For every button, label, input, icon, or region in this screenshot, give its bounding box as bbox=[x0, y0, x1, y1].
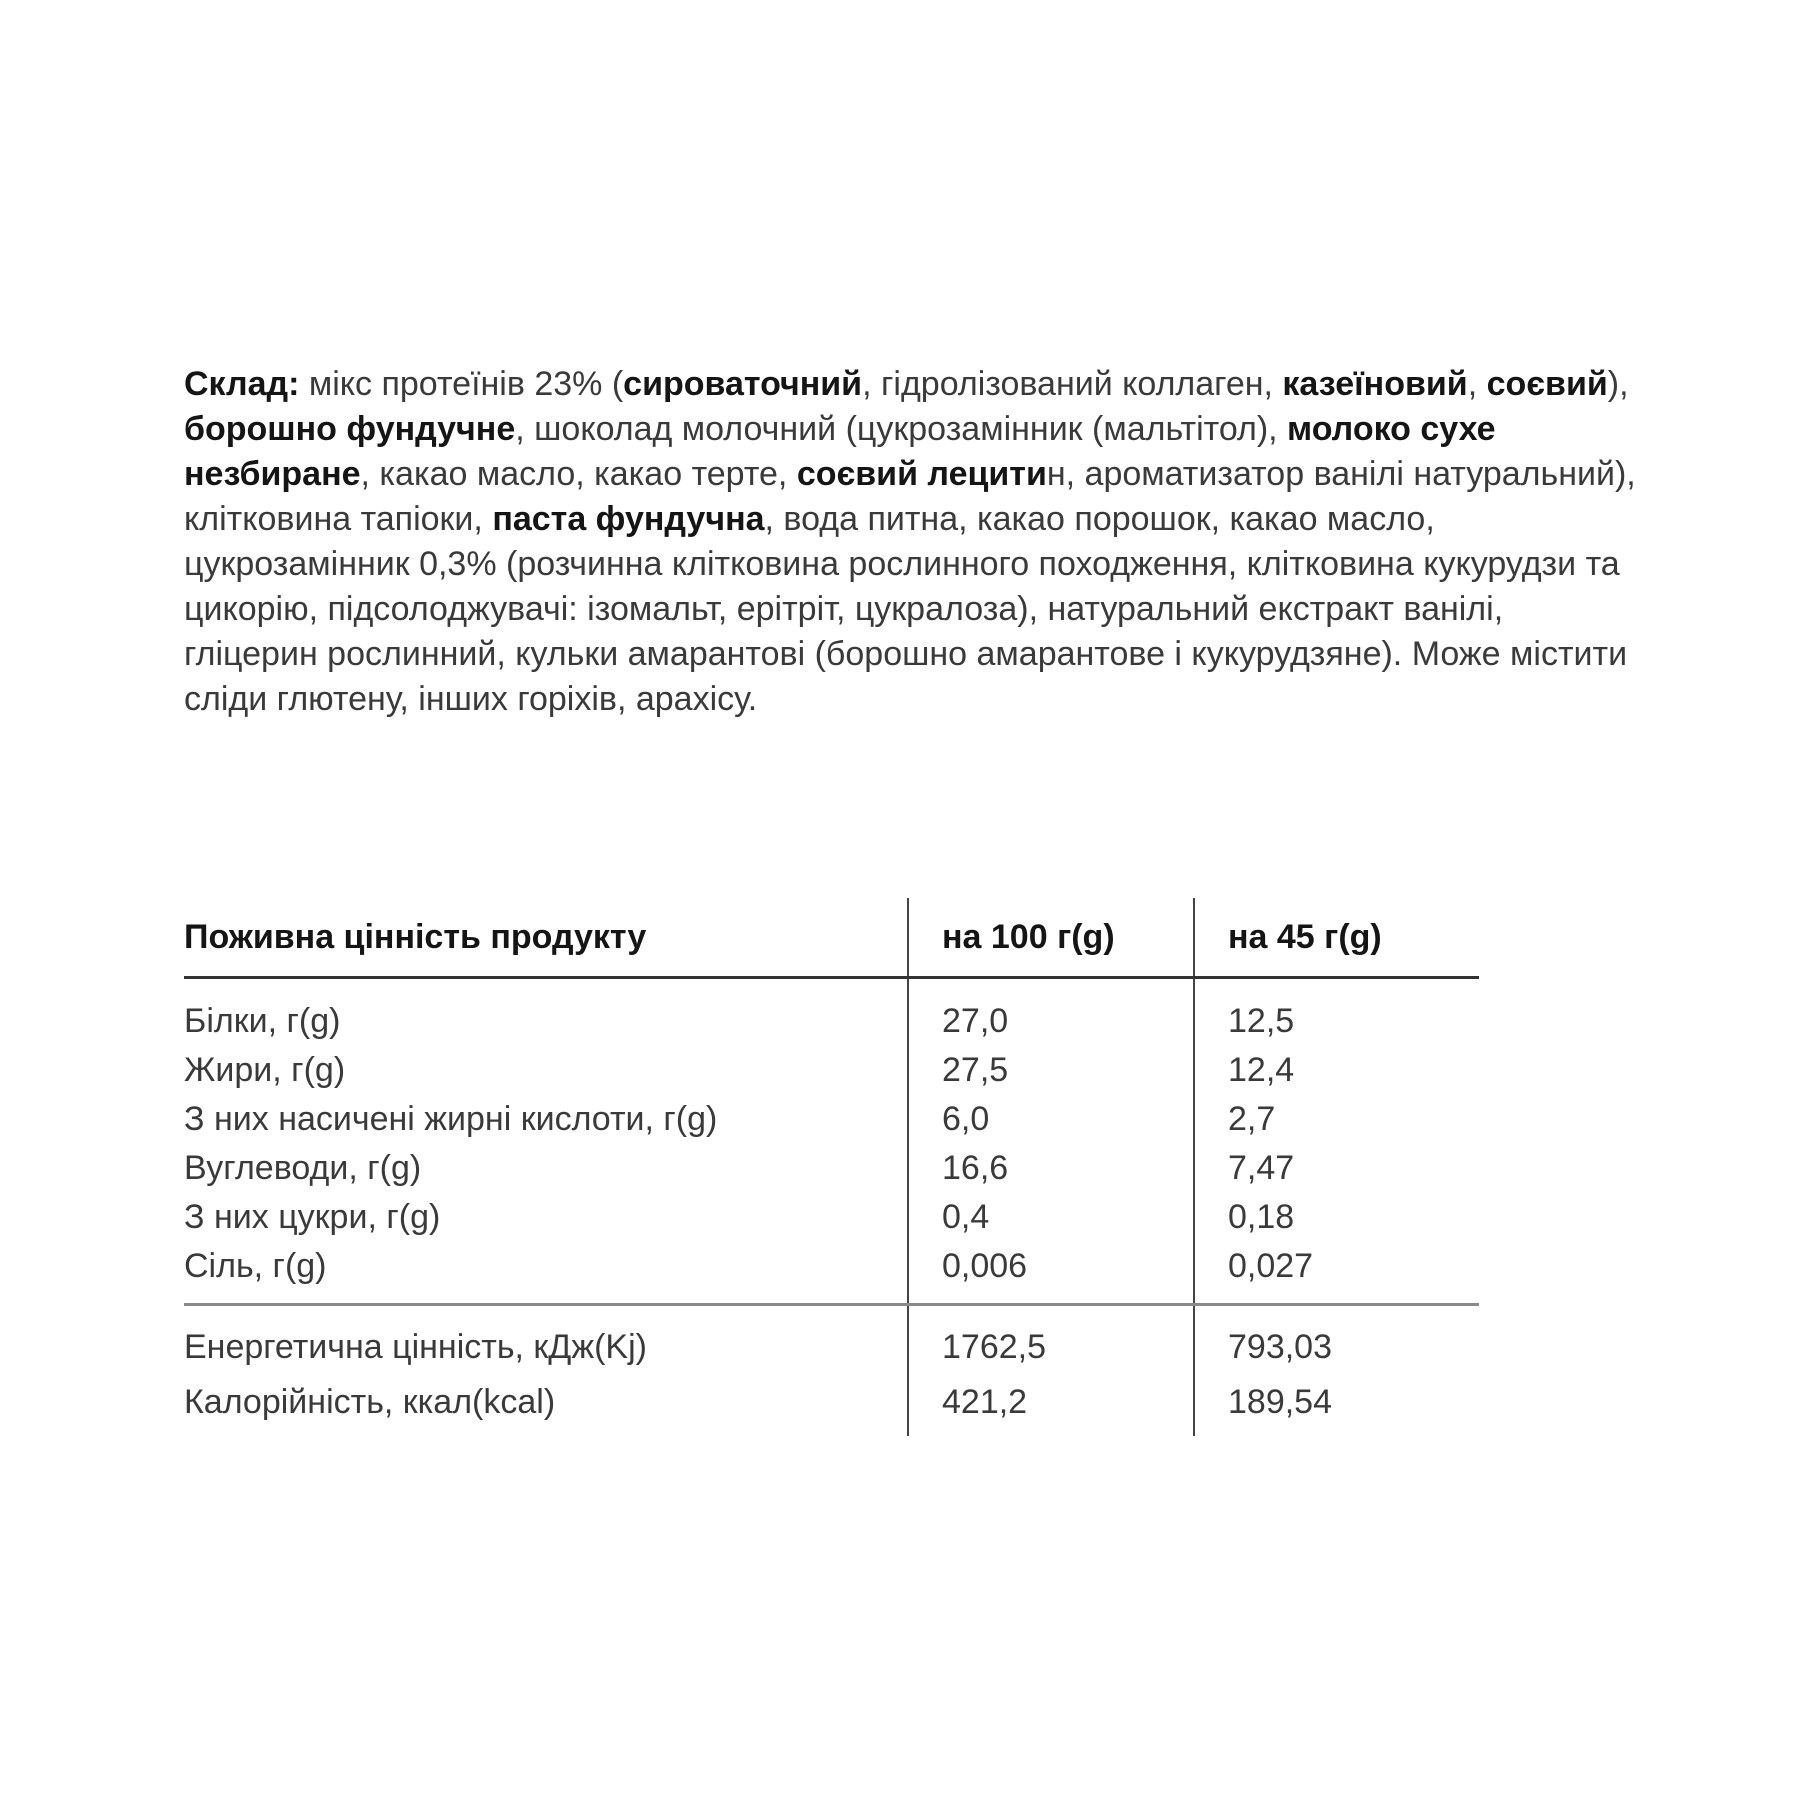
calories-per45: 189,54 bbox=[1194, 1375, 1479, 1436]
nutrient-per100: 27,5 bbox=[908, 1046, 1194, 1095]
ingredients-part: , шоколад молочний (цукрозамінник (мальтітол), bbox=[515, 410, 1288, 448]
energy-per100: 1762,5 bbox=[908, 1305, 1194, 1376]
ingredients-part: молоко сухе незбиране bbox=[184, 410, 1496, 493]
ingredients-part: мікс протеїнів 23% ( bbox=[299, 365, 624, 403]
nutrition-row bbox=[184, 978, 1479, 1047]
nutrition-header-label: Поживна цінність продукту bbox=[184, 917, 647, 956]
nutrition-row bbox=[184, 1144, 1479, 1193]
nutrition-header-per100: на 100 г(g) bbox=[908, 898, 1194, 978]
nutrient-per45: 0,18 bbox=[1194, 1193, 1479, 1242]
ingredients-part: н, ароматизатор ванілі натуральний), клітковина тапіоки, bbox=[184, 455, 1636, 538]
ingredients-part: казеїновий bbox=[1282, 365, 1468, 403]
ingredients-part: паста фундучна bbox=[492, 500, 765, 538]
ingredients-part: соєвий bbox=[1486, 365, 1608, 403]
nutrient-name: Білки, г(g) bbox=[184, 978, 908, 1047]
ingredients-part: борошно фундучне bbox=[184, 410, 516, 448]
calories-per100: 421,2 bbox=[908, 1375, 1194, 1436]
ingredients-part: сироваточний bbox=[623, 365, 863, 403]
ingredients-part: Склад: bbox=[184, 365, 300, 403]
ingredients-text bbox=[184, 362, 1644, 722]
nutrition-table bbox=[184, 898, 1479, 1436]
nutrient-per45: 12,4 bbox=[1194, 1046, 1479, 1095]
nutrition-row bbox=[184, 1193, 1479, 1242]
nutrient-per100: 27,0 bbox=[908, 978, 1194, 1047]
nutrition-header-per45: на 45 г(g) bbox=[1194, 898, 1479, 978]
nutrient-per45: 0,027 bbox=[1194, 1242, 1479, 1305]
nutrient-per45: 2,7 bbox=[1194, 1095, 1479, 1144]
calories-row bbox=[184, 1375, 1479, 1436]
energy-row bbox=[184, 1305, 1479, 1376]
nutrient-per100: 0,4 bbox=[908, 1193, 1194, 1242]
nutrition-row bbox=[184, 1242, 1479, 1305]
energy-per45: 793,03 bbox=[1194, 1305, 1479, 1376]
ingredients-part: соєвий лецити bbox=[796, 455, 1047, 493]
nutrition-row bbox=[184, 1046, 1479, 1095]
nutrient-name: Жири, г(g) bbox=[184, 1051, 346, 1089]
nutrition-header-row bbox=[184, 898, 1479, 978]
ingredients-part: , какао масло, какао терте, bbox=[360, 455, 797, 493]
calories-name: Калорійність, ккал(kcal) bbox=[184, 1383, 556, 1421]
nutrition-row bbox=[184, 1095, 1479, 1144]
ingredients-part: , bbox=[1467, 365, 1487, 403]
nutrient-per100: 16,6 bbox=[908, 1144, 1194, 1193]
ingredients-part: , гідролізований коллаген, bbox=[862, 365, 1283, 403]
nutrient-per100: 0,006 bbox=[908, 1242, 1194, 1305]
nutrient-per100: 6,0 bbox=[908, 1095, 1194, 1144]
nutrient-per45: 7,47 bbox=[1194, 1144, 1479, 1193]
ingredients-part: ), bbox=[1607, 365, 1629, 403]
ingredients-part: , вода питна, какао порошок, какао масло, цукрозамінник 0,3% (розчинна клітковина рослинного походження, клітковина кукурудзи та цикорію, підсолоджувачі: ізомальт, ерітріт, цукралоза), натуральний екстракт ванілі, гліцерин рослинний, кульки амарантові (борошно амарантове і кукурудзяне). Може містити сліди глютену, інших горіхів, арахісу. bbox=[184, 500, 1628, 718]
nutrient-name: Вуглеводи, г(g) bbox=[184, 1149, 422, 1187]
nutrient-name: З них насичені жирні кислоти, г(g) bbox=[184, 1100, 718, 1138]
energy-name: Енергетична цінність, кДж(Kj) bbox=[184, 1305, 908, 1376]
nutrient-name: З них цукри, г(g) bbox=[184, 1198, 441, 1236]
nutrient-name: Сіль, г(g) bbox=[184, 1247, 327, 1285]
nutrient-per45: 12,5 bbox=[1194, 978, 1479, 1047]
